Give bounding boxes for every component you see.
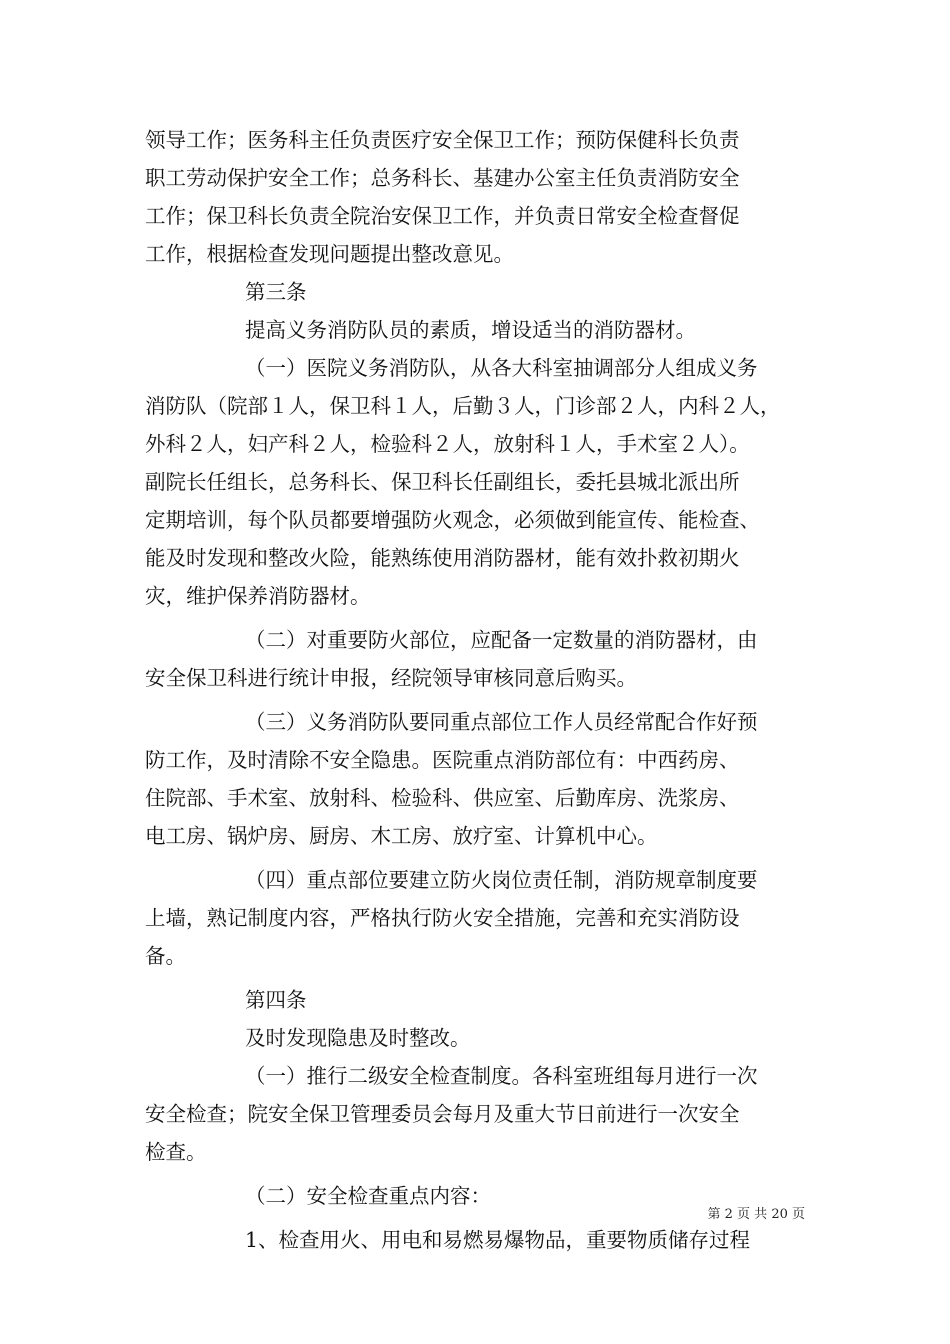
paragraph-line: 上墙，熟记制度内容，严格执行防火安全措施，完善和充实消防设 (145, 906, 740, 930)
paragraph-line: 定期培训，每个队员都要增强防火观念，必须做到能宣传、能检查、 (145, 508, 760, 532)
paragraph-line: 副院长任组长，总务科长、保卫科长任副组长，委托县城北派出所 (145, 470, 740, 494)
paragraph-line: 外科２人，妇产科２人，检验科２人，放射科１人，手术室２人）。 (145, 432, 750, 456)
paragraph-line: 安全检查；院安全保卫管理委员会每月及重大节日前进行一次安全 (145, 1102, 740, 1126)
paragraph-line: 住院部、手术室、放射科、检验科、供应室、后勤库房、洗浆房、 (145, 786, 740, 810)
paragraph-line: 灾，维护保养消防器材。 (145, 584, 371, 608)
paragraph-line: （四）重点部位要建立防火岗位责任制，消防规章制度要 (245, 868, 758, 892)
paragraph-line: （一）医院义务消防队，从各大科室抽调部分人组成义务 (245, 356, 758, 380)
paragraph-line: 检查。 (145, 1140, 207, 1164)
section-heading: 第四条 (245, 988, 307, 1012)
page-number: 第 2 页 共 20 页 (707, 1207, 805, 1222)
section-heading: 第三条 (245, 280, 307, 304)
paragraph-line: 职工劳动保护安全工作；总务科长、基建办公室主任负责消防安全 (145, 166, 740, 190)
paragraph-line: 工作，根据检查发现问题提出整改意见。 (145, 242, 514, 266)
paragraph-line: 消防队（院部１人，保卫科１人，后勤３人，门诊部２人，内科２人， (145, 394, 781, 418)
paragraph-line: （二）安全检查重点内容： (245, 1184, 491, 1208)
paragraph-line: 电工房、锅炉房、厨房、木工房、放疗室、计算机中心。 (145, 824, 658, 848)
paragraph-line: （三）义务消防队要同重点部位工作人员经常配合作好预 (245, 710, 758, 734)
section-summary: 提高义务消防队员的素质，增设适当的消防器材。 (245, 318, 696, 342)
paragraph-line: 防工作，及时清除不安全隐患。医院重点消防部位有：中西药房、 (145, 748, 740, 772)
paragraph-line: 领导工作；医务科主任负责医疗安全保卫工作；预防保健科长负责 (145, 128, 740, 152)
paragraph-line: （一）推行二级安全检查制度。各科室班组每月进行一次 (245, 1064, 758, 1088)
paragraph-line: 安全保卫科进行统计申报，经院领导审核同意后购买。 (145, 666, 637, 690)
paragraph-line: （二）对重要防火部位，应配备一定数量的消防器材，由 (245, 628, 758, 652)
paragraph-line: 备。 (145, 944, 186, 968)
paragraph-line: 能及时发现和整改火险，能熟练使用消防器材，能有效扑救初期火 (145, 546, 740, 570)
document-body (145, 121, 825, 1259)
section-summary: 及时发现隐患及时整改。 (245, 1026, 471, 1050)
paragraph-line: 1、检查用火、用电和易燃易爆物品，重要物质储存过程 (245, 1228, 751, 1252)
paragraph-line: 工作；保卫科长负责全院治安保卫工作，并负责日常安全检查督促 (145, 204, 740, 228)
